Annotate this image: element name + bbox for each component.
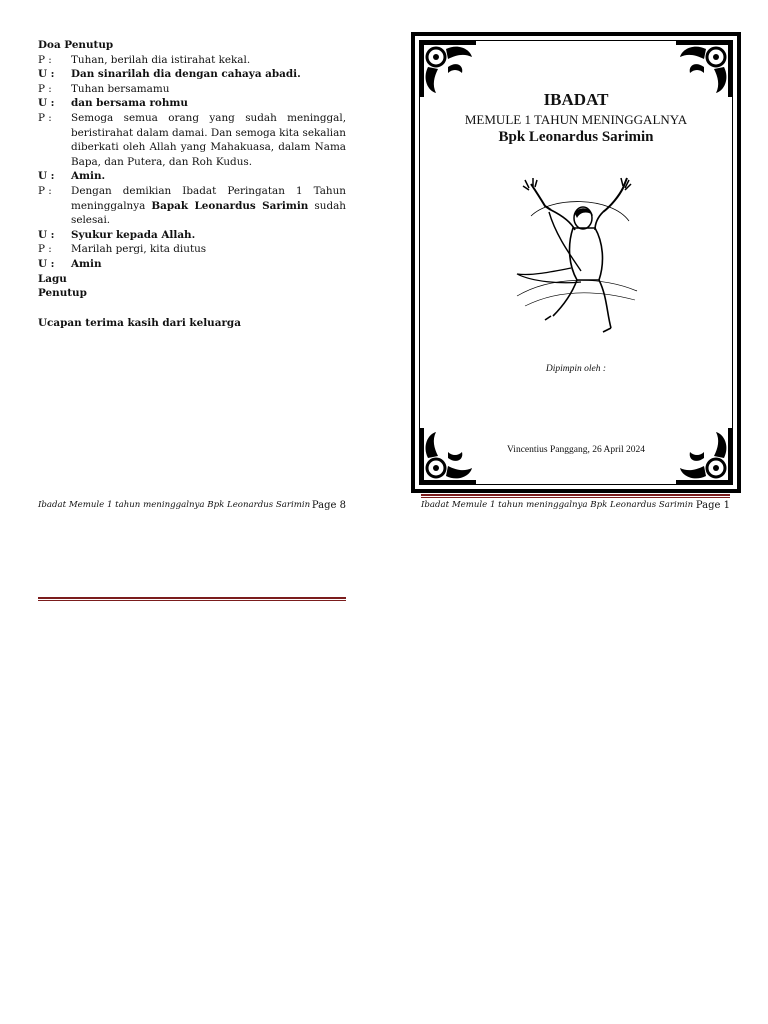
- line-text: Amin.: [71, 170, 106, 183]
- footer-left: [38, 500, 346, 511]
- risen-christ-figure-icon: [511, 176, 641, 336]
- liturgy-line: [38, 53, 346, 68]
- cover-name: Bpk Leonardus Sarimin: [498, 129, 654, 145]
- footer-right: [421, 500, 730, 511]
- speaker: U :: [38, 257, 55, 270]
- speaker: U :: [38, 97, 55, 110]
- liturgy-line: [38, 111, 346, 169]
- closing-text-pre: Dengan demikian Ibadat Peringatan 1 Tahun meninggalnya: [71, 184, 346, 212]
- line-text: Semoga semua orang yang sudah meninggal, beristirahat dalam damai. Dan semoga kita sekalian diberkati oleh Allah yang Mahakuasa, dalam Nama Bapa, dan Putera, dan Roh Kudus.: [71, 111, 346, 168]
- liturgy-line-closing: [38, 184, 346, 228]
- closing-label: Penutup: [38, 287, 87, 300]
- left-page-content: [38, 38, 346, 330]
- divider-rule: [421, 494, 730, 498]
- speaker: P :: [38, 184, 52, 197]
- speaker: P :: [38, 53, 52, 66]
- section-title: Doa Penutup: [38, 39, 114, 51]
- divider-rule: [38, 597, 346, 601]
- liturgy-line: [38, 96, 346, 111]
- footer-text: Ibadat Memule 1 tahun meninggalnya Bpk Leonardus Sarimin: [38, 500, 311, 510]
- line-text: Syukur kepada Allah.: [71, 228, 196, 241]
- liturgy-line: [38, 82, 346, 97]
- line-text: Amin: [71, 257, 102, 270]
- line-text: Dan sinarilah dia dengan cahaya abadi.: [71, 68, 301, 81]
- deceased-name: Bapak Leonardus Sarimin: [151, 199, 309, 212]
- liturgy-line: [38, 169, 346, 184]
- footer-text: Ibadat Memule 1 tahun meninggalnya Bpk Leonardus Sarimin: [421, 500, 694, 510]
- speaker: P :: [38, 82, 52, 95]
- line-text: [71, 184, 346, 228]
- ornament-corner-icon: [418, 424, 480, 486]
- song-label: Lagu: [38, 272, 67, 285]
- line-text: dan bersama rohmu: [71, 97, 188, 110]
- line-text: Tuhan, berilah dia istirahat kekal.: [71, 53, 251, 66]
- speaker: U :: [38, 228, 55, 241]
- cover-frame: [411, 32, 741, 493]
- cover-title: IBADAT: [543, 90, 609, 109]
- liturgy-line: [38, 228, 346, 243]
- speaker: P :: [38, 243, 52, 256]
- thanks-heading: Ucapan terima kasih dari keluarga: [38, 316, 241, 329]
- closing-text-post: sudah selesai.: [71, 199, 346, 227]
- line-text: Tuhan bersamamu: [71, 82, 170, 95]
- ornament-corner-icon: [672, 424, 734, 486]
- speaker: U :: [38, 170, 55, 183]
- line-text: Marilah pergi, kita diutus: [71, 243, 207, 256]
- liturgy-line: [38, 242, 346, 257]
- page-number: Page 8: [311, 500, 346, 511]
- liturgy-line: [38, 67, 346, 82]
- cover-subtitle: MEMULE 1 TAHUN MENINGGALNYA: [464, 112, 688, 127]
- place-date: Vincentius Panggang, 26 April 2024: [507, 445, 645, 455]
- led-by-label: Dipimpin oleh :: [545, 364, 607, 374]
- liturgy-line: [38, 257, 346, 272]
- speaker: U :: [38, 68, 55, 81]
- speaker: P :: [38, 111, 52, 124]
- page-number: Page 1: [695, 500, 730, 511]
